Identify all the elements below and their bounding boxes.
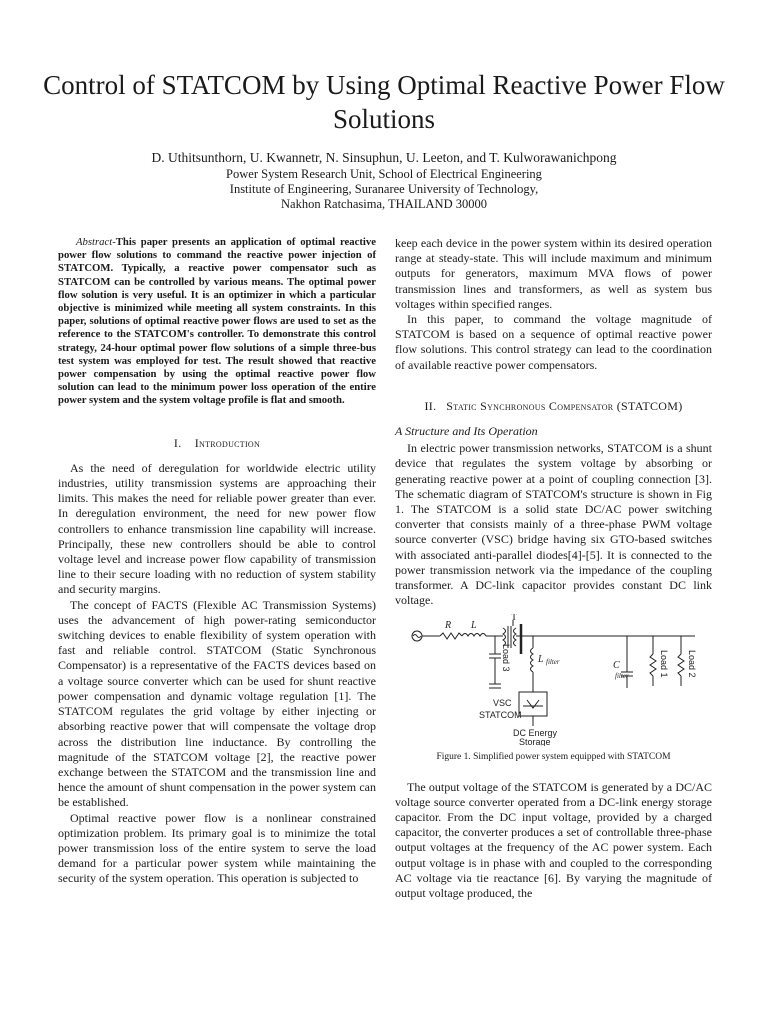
label-vsc: VSC [493,698,512,709]
left-column [58,236,376,887]
load-2-resistor-icon [678,654,684,676]
figure-1-caption: Figure 1. Simplified power system equipped with STATCOM [436,752,671,763]
continued-paragraph: keep each device in the power system within its desired operation range at steady-state. This will include maximum and minimum outputs for generators, maximum MVA flows of power transmission lines and transformers, as well as system bus voltages within specified ranges. [395,236,712,311]
section-2-title: Static Synchronous Compensator [446,398,614,413]
author-names: D. Uthitsunthorn, U. Kwannetr, N. Sinsuphun, U. Leeton, and T. Kulworawanichpong [151,150,617,165]
vsc-converter-icon [519,692,547,716]
filter-inductor-icon [531,648,534,672]
statcom-circuit-diagram [395,614,712,746]
section-2-title-suffix: (STATCOM) [616,398,683,413]
abstract-lead: Abstract- [76,236,116,248]
output-voltage-paragraph: The output voltage of the STATCOM is generated by a DC/AC voltage source converter operated from a DC-link energy storage capacitor. From the DC input voltage, provided by a charged capacitor, the converter produces a set of controllable three-phase output voltages at the frequency of the AC power system. Each output voltage is in phase with and coupled to the corresponding AC voltage via tie reactance [6]. By varying the magnitude of output voltage produced, the [395,779,712,901]
label-t: T [511,614,518,624]
label-l: L [471,620,477,632]
label-storage: Storage [519,737,551,747]
label-load-1: Load 1 [659,650,669,678]
affiliation-line-1: Power System Research Unit, School of Electrical Engineering [226,167,542,181]
paper-scope-paragraph: In this paper, to command the voltage magnitude of STATCOM is based on a sequence of optimal reactive power flow solutions. This control strategy can lead to the coordination of available reactive power compensators. [395,312,712,372]
label-statcom: STATCOM [479,710,522,721]
label-l-filter-sub: filter [546,658,560,667]
label-c-filter: C [613,660,620,672]
label-dc-energy: DC Energy [513,728,558,739]
abstract [58,236,376,408]
affiliation-line-2: Institute of Engineering, Suranaree University of Technology, [229,182,539,196]
resistor-icon [440,633,462,639]
subsection-a-heading: A Structure and Its Operation [395,424,538,439]
statcom-structure-paragraph: In electric power transmission networks, STATCOM is a shunt device that regulates the system voltage by absorbing or generating reactive power at a point of coupling connection [3]. The schematic diagram of STATCOM's structure is shown in Fig 1. The STATCOM is a solid state DC/AC power switching converter that consists mainly of a three-phase PWM voltage source converter (VSC) bridge having six GTO-based switches with associated anti-parallel diodes[4]-[5]. It is connected to the power transmission network via the impedance of the coupling transformer. A DC-link capacitor provides constant DC link voltage. [395,441,712,608]
figure-1 [395,614,712,746]
label-c-filter-sub: filter [615,672,629,681]
section-2-heading [395,399,712,414]
right-column [395,236,712,901]
load-1-resistor-icon [650,654,656,676]
intro-paragraph-2: The concept of FACTS (Flexible AC Transmission Systems) uses the advancement of high power-rating semiconductor switching devices to enable flexibility of system operation with fast and reliable control. STATCOM (Static Synchronous Compensator) is a representative of the FACTS devices based on a voltage source converter which can be used for shunt reactive power compensation and dynamic voltage regulation [1]. The STATCOM regulates the grid voltage by either injecting or absorbing reactive power that will compensate the voltage drop across the distribution line inductance. By controlling the magnitude of the STATCOM voltage [2], the reactive power exchange between the STATCOM and the transmission line and hence the amount of shunt compensation in the power system can be established. [58,597,376,810]
label-load-3: Load 3 [501,644,511,672]
inductor-icon [462,634,486,637]
affiliation-line-3: Nakhon Ratchasima, THAILAND 30000 [281,197,487,211]
section-2-number: II. [424,398,437,413]
label-r: R [445,620,452,632]
abstract-body: This paper presents an application of optimal reactive power flow solutions to command the reactive power injection of STATCOM. Typically, a reactive power compensator such as STATCOM can be controlled by various means. The optimal power flow solution is very useful. It is an optimizer in which a particular objective is minimized while meeting all system constraints. In this paper, solutions of optimal reactive power flows are used to set as the reference to the STATCOM's controller. To demonstrate this control strategy, 24-hour optimal power flow solutions of a simple three-bus test system was employed for test. The result showed that reactive power compensation by using the optimal reactive power flow solution can lead to the minimum power loss operation of the entire power system and the system voltage profile is flat and smooth. [58,236,376,407]
intro-paragraph-1: As the need of deregulation for worldwide electric utility industries, utility transmission systems are approaching their limits. This makes the need for reliable power greater than ever. In deregulation environment, the need for new power flow controllers to enhance transmission line capability will increase. Principally, these new controllers should be able to control voltage level and increase power flow capability of transmission line to their secure loading with no reduction of system stability and security margins. [58,460,376,597]
paper-title: Control of STATCOM by Using Optimal Reactive Power Flow Solutions [43,70,725,134]
label-load-2: Load 2 [687,650,697,678]
label-l-filter: L [538,654,544,666]
author-block [40,150,728,212]
section-1-heading [58,436,376,451]
section-1-title: Introduction [194,435,261,450]
intro-paragraph-3: Optimal reactive power flow is a nonlinear constrained optimization problem. Its primary goal is to minimize the total power transmission loss of the entire system to serve the load demand for a particular power system while maintaining the security of the system operation. This operation is subjected to [58,810,376,886]
section-1-number: I. [173,435,182,450]
